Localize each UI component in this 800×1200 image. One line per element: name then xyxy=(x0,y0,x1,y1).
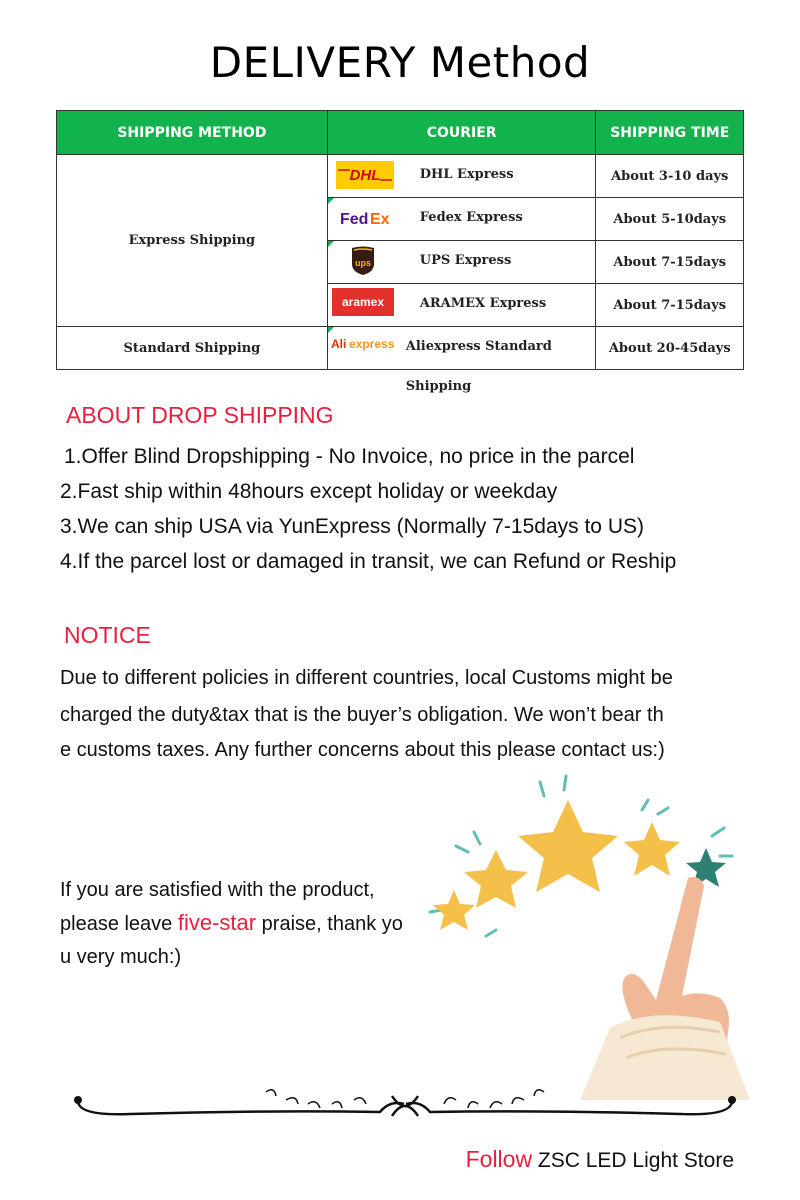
header-courier: COURIER xyxy=(327,111,596,155)
header-shipping-time: SHIPPING TIME xyxy=(596,111,744,155)
decorative-divider-icon xyxy=(70,1082,740,1130)
header-shipping-method: SHIPPING METHOD xyxy=(57,111,328,155)
svg-text:Ali: Ali xyxy=(330,337,347,351)
shipping-time: About 7-15days xyxy=(596,284,744,327)
cell-marker-icon xyxy=(328,241,334,247)
praise-line-1: If you are satisfied with the product, xyxy=(60,879,375,901)
shipping-time: About 5-10days xyxy=(596,198,744,241)
pointing-hand-icon xyxy=(580,877,750,1100)
five-star-highlight: five-star xyxy=(177,910,257,935)
aliexpress-logo-icon xyxy=(330,331,396,359)
follow-word: Follow xyxy=(465,1146,533,1172)
svg-text:aramex: aramex xyxy=(341,295,384,309)
shipping-time: About 20-45days xyxy=(596,327,744,370)
dropship-heading: ABOUT DROP SHIPPING xyxy=(66,402,334,428)
table-header-row xyxy=(57,111,744,155)
courier-name: Aliexpress Standard Shipping xyxy=(405,339,552,394)
store-name: ZSC LED Light Store xyxy=(532,1149,734,1172)
courier-aramex-cell xyxy=(327,284,596,327)
star-icon xyxy=(464,850,528,908)
courier-fedex-cell xyxy=(327,198,596,241)
praise-line-2 xyxy=(60,910,403,936)
notice-heading: NOTICE xyxy=(64,622,151,648)
courier-name: DHL Express xyxy=(419,167,514,182)
cell-marker-icon xyxy=(328,198,334,204)
dhl-logo-icon xyxy=(336,161,394,189)
svg-text:Ex: Ex xyxy=(369,211,390,228)
ups-logo-icon xyxy=(350,247,376,275)
shipping-time: About 7-15days xyxy=(596,241,744,284)
courier-name: ARAMEX Express xyxy=(419,296,547,311)
star-icon xyxy=(624,822,680,876)
praise-pre: please leave xyxy=(60,913,178,935)
svg-text:Fed: Fed xyxy=(339,211,369,228)
fedex-logo-icon xyxy=(338,204,394,232)
svg-text:express: express xyxy=(348,337,395,351)
five-star-illustration xyxy=(420,770,760,1100)
dropship-item-3: 3.We can ship USA via YunExpress (Normally 7-15days to US) xyxy=(60,515,644,538)
star-icon xyxy=(433,890,475,930)
notice-line-1: Due to different policies in different countries, local Customs might be xyxy=(60,667,673,689)
notice-line-3: e customs taxes. Any further concerns about this please contact us:) xyxy=(60,739,665,761)
courier-aliexpress-cell xyxy=(327,327,596,394)
dropship-item-1: 1.Offer Blind Dropshipping - No Invoice, no price in the parcel xyxy=(64,445,635,468)
table-row xyxy=(57,155,744,198)
page-title: DELIVERY Method xyxy=(209,38,591,87)
praise-line-3: u very much:) xyxy=(60,946,182,968)
table-row xyxy=(57,327,744,370)
praise-post: praise, thank yo xyxy=(256,913,403,935)
courier-dhl-cell xyxy=(327,155,596,198)
standard-shipping-cell: Standard Shipping xyxy=(57,327,328,370)
courier-name: UPS Express xyxy=(419,253,512,268)
aramex-logo-icon xyxy=(332,288,394,316)
dropship-item-2: 2.Fast ship within 48hours except holiday or weekday xyxy=(60,480,558,503)
courier-ups-cell xyxy=(327,241,596,284)
shipping-table xyxy=(56,110,744,394)
express-shipping-cell: Express Shipping xyxy=(57,155,328,327)
notice-line-2: charged the duty&tax that is the buyer’s obligation. We won’t bear th xyxy=(60,704,664,726)
shipping-time: About 3-10 days xyxy=(596,155,744,198)
star-icon xyxy=(518,800,618,892)
dropship-item-4: 4.If the parcel lost or damaged in transit, we can Refund or Reship xyxy=(60,550,677,573)
follow-store-label[interactable] xyxy=(466,1146,734,1173)
courier-name: Fedex Express xyxy=(419,210,523,225)
svg-text:DHL: DHL xyxy=(349,167,381,184)
svg-text:ups: ups xyxy=(354,258,371,268)
